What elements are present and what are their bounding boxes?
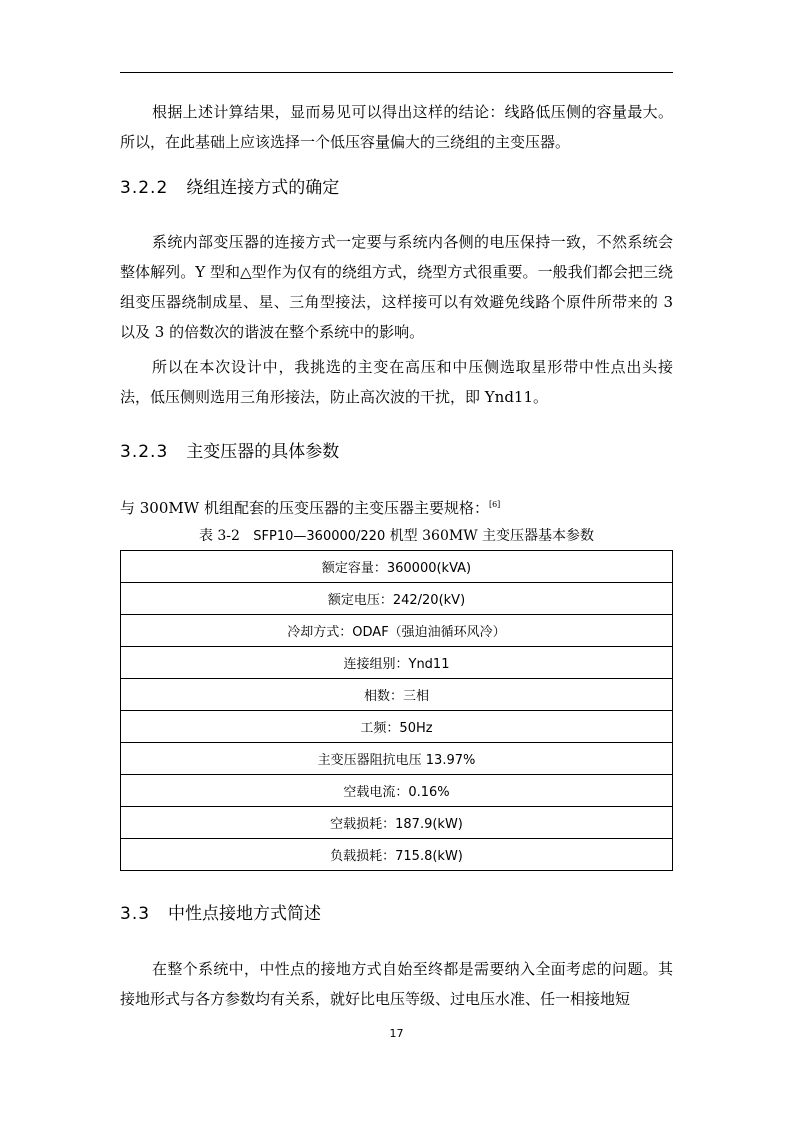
section-number: 3.2.3 <box>120 442 169 462</box>
caption-prefix: 表 3-2 <box>198 528 240 544</box>
table-cell: 工频：50Hz <box>121 711 673 743</box>
table-cell: 相数：三相 <box>121 679 673 711</box>
section-3-2-3-heading <box>120 440 339 464</box>
table-cell: 额定容量：360000(kVA) <box>121 551 673 583</box>
winding-paragraph-2: 所以在本次设计中，我挑选的主变在高压和中压侧选取星形带中性点出头接法，低压侧则选用三角形接法，防止高次波的干扰，即 Ynd11。 <box>120 358 673 406</box>
table-row <box>121 743 673 775</box>
table-cell: 主变压器阻抗电压 13.97% <box>121 743 673 775</box>
table-row <box>121 647 673 679</box>
conclusion-paragraph: 根据上述计算结果，显而易见可以得出这样的结论：线路低压侧的容量最大。所以，在此基础上应该选择一个低压容量偏大的三绕组的主变压器。 <box>120 103 673 151</box>
table-cell: 空载电流：0.16% <box>121 775 673 807</box>
table-row <box>121 839 673 871</box>
table-cell: 额定电压：242/20(kV) <box>121 583 673 615</box>
table-row <box>121 583 673 615</box>
section-title: 主变压器的具体参数 <box>186 442 340 462</box>
caption-text: 机型 360MW 主变压器基本参数 <box>389 528 595 544</box>
section-title: 中性点接地方式简述 <box>168 904 322 924</box>
table-row <box>121 615 673 647</box>
neutral-grounding-paragraph: 在整个系统中，中性点的接地方式自始至终都是需要纳入全面考虑的问题。其接地形式与各方参数均有关系，就好比电压等级、过电压水准、任一相接地短 <box>120 960 673 1008</box>
transformer-parameters-table <box>120 550 673 871</box>
header-rule <box>120 72 673 73</box>
section-number: 3.3 <box>120 904 151 924</box>
citation-ref[interactable]: [6] <box>488 500 501 509</box>
section-3-3-heading <box>120 902 321 926</box>
spec-intro-text: 与 300MW 机组配套的压变压器的主变压器主要规格： <box>120 499 489 517</box>
page-number: 17 <box>389 1027 404 1040</box>
table-cell: 空载损耗：187.9(kW) <box>121 807 673 839</box>
spec-intro-paragraph <box>120 490 673 523</box>
section-3-2-2-heading <box>120 176 339 200</box>
table-caption <box>120 526 673 547</box>
table-row <box>121 551 673 583</box>
section-number: 3.2.2 <box>120 178 169 198</box>
table-cell: 连接组别：Ynd11 <box>121 647 673 679</box>
section-title: 绕组连接方式的确定 <box>186 178 340 198</box>
table-row <box>121 679 673 711</box>
table-cell: 冷却方式：ODAF（强迫油循环风冷） <box>121 615 673 647</box>
table-row <box>121 807 673 839</box>
caption-model: SFP10—360000/220 <box>253 529 386 544</box>
table-row <box>121 711 673 743</box>
table-cell: 负载损耗：715.8(kW) <box>121 839 673 871</box>
table-row <box>121 775 673 807</box>
winding-paragraph-1: 系统内部变压器的连接方式一定要与系统内各侧的电压保持一致，不然系统会整体解列。Y 型和△型作为仅有的绕组方式，绕型方式很重要。一般我们都会把三绕组变压器绕制成星、星、三角型接法，这样接可以有效避免线路个原件所带来的 3 以及 3 的倍数次的谐波在整个系统中的影响。 <box>120 233 673 341</box>
